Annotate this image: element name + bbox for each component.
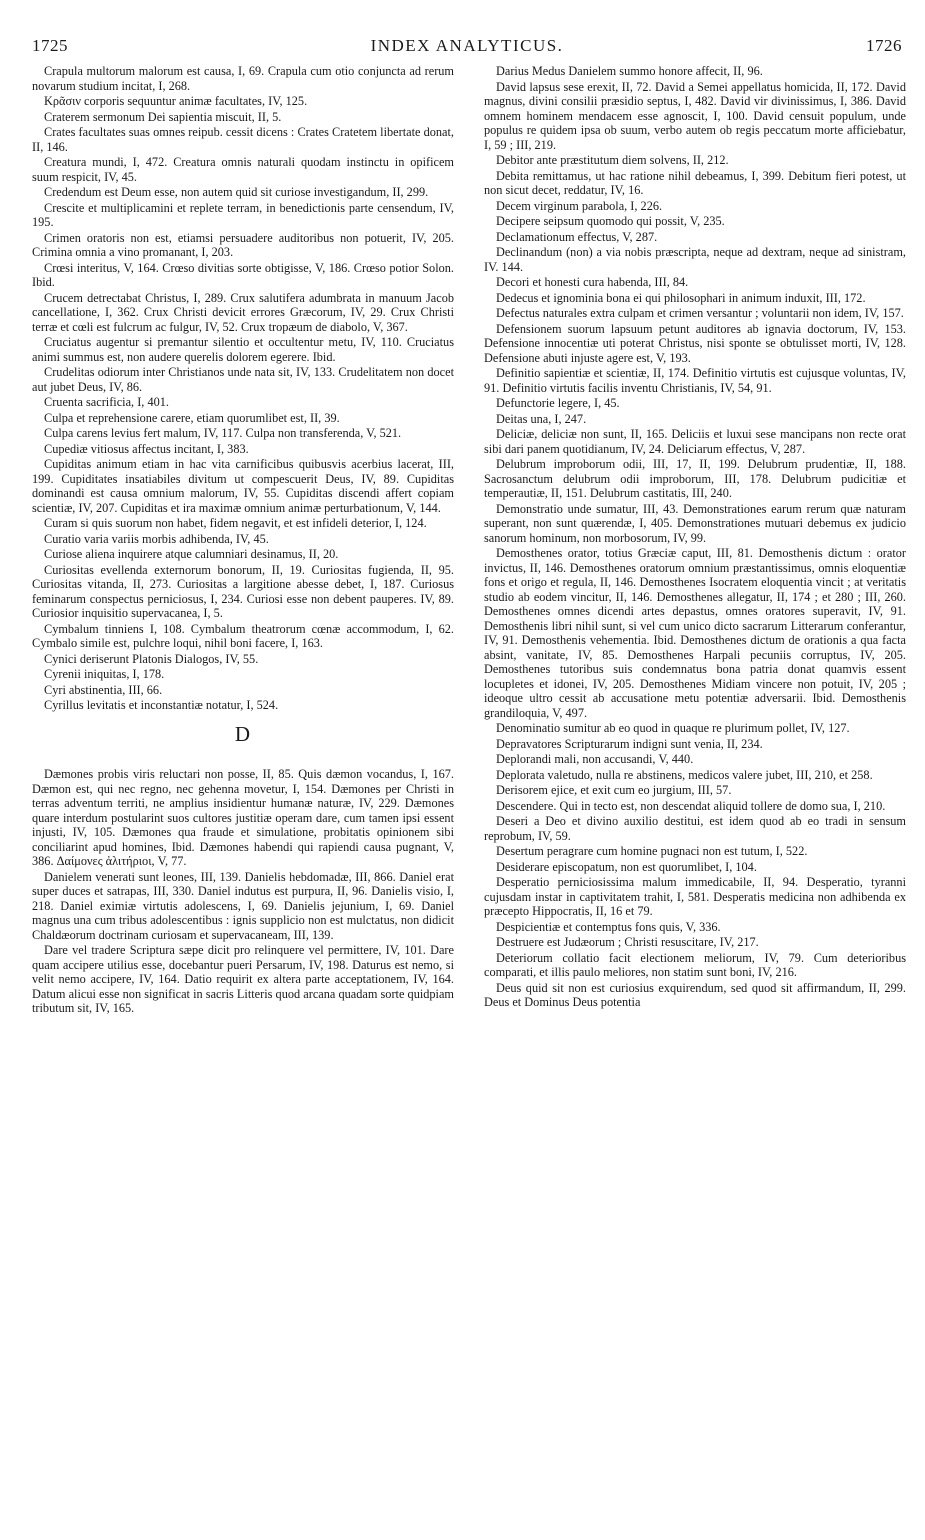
index-entry: Definitio sapientiæ et scientiæ, II, 174. Definitio virtutis est cujusque voluntas, IV, 91. Definitio virtutis facilis inventu Christianis, IV, 54, 91. — [484, 366, 906, 395]
index-entry: Despicientiæ et contemptus fons quis, V, 336. — [496, 919, 721, 934]
index-entry: Decori et honesti cura habenda, III, 84. — [496, 275, 689, 289]
index-entry: Culpa carens levius fert malum, IV, 117. Culpa non transferenda, V, 521. — [44, 426, 402, 440]
index-entry: Demosthenes orator, totius Græciæ caput, III, 81. Demosthenis dictum : orator invictus, II, 146. Demosthenes oratorum omnium præstantissimus, omnis eloquentiæ fons et origo et regula, II, 146. Demosthenes Isocratem eloquentia vincit ; at veritatis studio ab eodem vincitur, II, 146. Demosthenes allegatur, II, 174 ; et 280 ; III, 260. Demosthenes omnes dicendi artes depastus, omnes oratores superavit, IV, 91. Demosthenis libri nihil sunt, si vel cum unico dicto sacrarum Litterarum conferantur, IV, 91. Demosthenis vehementia. Ibid. Demosthenes dictum de orationis a qua facta absint, vanitate, IV, 85. Demosthenes Harpali pecuniis corruptus, IV, 205. Demosthenes tutoribus suis condemnatus bona patria donat quamvis essent locupletes et idonei, IV, 205. Demosthenes Midiam vincere non potuit, IV, 205 ; ideoque ultro cessit ab accusatione metu potentiæ adversarii. Ibid. Demosthenis grandiloquia, V, 497. — [484, 546, 906, 720]
index-entry: Dæmones probis viris reluctari non posse, II, 85. Quis dæmon vocandus, I, 167. Dæmon est, qui nec regno, nec gehenna movetur, I, 154. Dæmones per Christi in terras adventum territi, ne amplius insidientur humanæ naturæ, IV, 229. Dæmones quare interdum postularint suos cultores justitiæ operam dare, cum tamen ipsi essent injusti, IV, 105. Dæmones qua fraude et simulatione, probitatis opinionem sibi conciliarint apud homines, Ibid. Dæmones habendi qui rapiendi causa pugnant, V, 386. Δαίμονες ἀλιτήριοι, V, 77. — [32, 767, 454, 868]
index-entry: Defunctorie legere, I, 45. — [496, 396, 620, 410]
index-entry: Depravatores Scripturarum indigni sunt venia, II, 234. — [496, 736, 763, 751]
index-entry: Defectus naturales extra culpam et crimen versantur ; voluntarii non idem, IV, 157. — [496, 306, 904, 320]
index-entry: Curam si quis suorum non habet, fidem negavit, et est infideli deterior, I, 124. — [44, 516, 427, 530]
index-entry: Danielem venerati sunt leones, III, 139. Danielis hebdomadæ, III, 866. Daniel erat super duces et satrapas, III, 330. Daniel indutus est purpura, II, 96. Danielis visio, I, 218. Daniel eximiæ virtutis adolescens, I, 69. Danielis jejunium, I, 69. Daniel magnus una cum tribus adolescentibus : ignis supplicio non est mulctatus, non didicit Chaldæorum doctrinam curiosam et supervacaneam, III, 139. — [32, 869, 454, 942]
index-entry: Cynici deriserunt Platonis Dialogos, IV, 55. — [44, 651, 259, 666]
index-entry: Crœsi interitus, V, 164. Crœso divitias sorte obtigisse, V, 186. Crœso potior Solon. Ibid. — [32, 260, 454, 289]
index-entry: Debita remittamus, ut hac ratione nihil debeamus, I, 399. Debitum fieri potest, ut non sicut decet, reddatur, IV, 16. — [484, 168, 906, 197]
index-entry: Deliciæ, deliciæ non sunt, II, 165. Deliciis et luxui sese mancipans non recte orat sibi dari panem quotidianum, IV, 24. Deliciarum effectus, V, 287. — [484, 427, 906, 456]
index-entry: Credendum est Deum esse, non autem quid sit curiose investigandum, II, 299. — [44, 185, 429, 199]
page-number-right: 1726 — [866, 36, 902, 55]
index-entry: Desiderare episcopatum, non est quorumlibet, I, 104. — [496, 859, 757, 874]
index-entry: Declinandum (non) a via nobis præscripta, neque ad dextram, neque ad sinistram, IV. 144. — [484, 245, 906, 274]
index-entry: Deus quid sit non est curiosius exquirendum, sed quod sit affirmandum, II, 299. Deus et Dominus Deus potentia — [484, 980, 906, 1009]
page-number-left: 1725 — [32, 36, 68, 55]
index-entry: Deplorata valetudo, nulla re abstinens, medicos valere jubet, III, 210, et 258. — [496, 767, 873, 782]
index-entry: Descendere. Qui in tecto est, non descendat aliquid tollere de domo sua, I, 210. — [496, 798, 886, 813]
index-entry: Deseri a Deo et divino auxilio destitui, est idem quod ab eo tradi in sensum reprobum, IV, 59. — [484, 814, 906, 843]
index-entry: Destruere est Judæorum ; Christi resuscitare, IV, 217. — [496, 935, 759, 949]
index-entry: Creatura mundi, I, 472. Creatura omnis naturali quodam instinctu in opificem suum respicit, IV, 45. — [32, 155, 454, 184]
index-entry: Cymbalum tinniens I, 108. Cymbalum theatrorum cœnæ accommodum, I, 62. Cymbalo simile est, pulchre loqui, nihil boni facere, I, 163. — [32, 621, 454, 650]
index-entry: Craterem sermonum Dei sapientia miscuit, II, 5. — [44, 109, 282, 124]
index-entry: Crapula multorum malorum est causa, I, 69. Crapula cum otio conjuncta ad rerum novarum studium incitat, I, 268. — [32, 64, 454, 93]
right-column — [484, 64, 906, 1011]
index-entry: Deteriorum collatio facit electionem meliorum, IV, 79. Cum deterioribus comparati, et illis paulo meliores, non statim sunt boni, IV, 216. — [484, 950, 906, 979]
index-entry: Dare vel tradere Scriptura sæpe dicit pro relinquere vel permittere, IV, 101. Dare quam accipere utilius esse, docebantur pueri Persarum, IV, 198. Daturus est nemo, si velit nemo accipere, IV, 164. Datio requirit ex altera parte acceptationem, IV, 164. Datum alicui esse non significat in sacris Litteris quod arcana quadam sorte quidpiam tributum sit, IV, 165. — [32, 943, 454, 1015]
page-header — [32, 36, 902, 60]
index-entry: Crimen oratoris non est, etiamsi persuadere auditoribus non potuerit, IV, 205. Crimina omnia a vino promanant, I, 203. — [32, 230, 454, 259]
index-entry: Crucem detrectabat Christus, I, 289. Crux salutifera adumbrata in manuum Jacob cancellatione, I, 362. Crux Christi devicit errores Græcorum, IV, 29. Crux Christi terræ et cœli est fulcrum ac fulgur, IV, 52. Crux tropæum de diabolo, V, 367. — [32, 290, 454, 334]
index-entry: Decem virginum parabola, I, 226. — [496, 198, 663, 213]
index-entry: Desperatio perniciosissima malum immedicabile, II, 94. Desperatio, tyranni cujusdam instar in captivitatem trahit, I, 581. Desperatis medicina non adhibenda ex præcepto Hippocratis, II, 16 et 79. — [484, 875, 906, 918]
index-entry: Deitas una, I, 247. — [496, 411, 587, 426]
section-letter: D — [234, 721, 252, 746]
index-entry: Denominatio sumitur ab eo quod in quaque re plurimum pollet, IV, 127. — [496, 721, 850, 735]
index-entry: Defensionem suorum lapsuum petunt auditores ab ignavia doctorum, IV, 153. Defensione innocentiæ uti poterat Christus, nisi sponte se obtulisset morti, IV, 128. Defensione abuti injuste agere est, V, 193. — [484, 321, 906, 365]
index-entry: Curiositas evellenda externorum bonorum, II, 19. Curiositas fugienda, II, 95. Curiositas vitanda, II, 273. Curiositas a largitione abesse debet, I, 187. Curiosus feminarum conspectus perniciosus, I, 234. Curiosi esse non debent pauperes. IV, 89. Curiosior inquisitio supervacanea, I, 5. — [32, 562, 454, 620]
index-entry: Κρᾶσιν corporis sequuntur animæ facultates, IV, 125. — [44, 94, 308, 108]
index-entry: Delubrum improborum odii, III, 17, II, 199. Delubrum prudentiæ, II, 188. Sacrosanctum delubrum odii improborum, III, 178. Delubrum pudicitiæ et temperautiæ, II, 151. Delubrum castitatis, III, 240. — [484, 457, 906, 500]
index-entry: Cyrenii iniquitas, I, 178. — [44, 667, 165, 681]
running-title: INDEX ANALYTICUS. — [370, 36, 564, 55]
index-entry: Curiose aliena inquirere atque calumniari desinamus, II, 20. — [44, 547, 339, 561]
index-entry: Derisorem ejice, et exit cum eo jurgium, III, 57. — [496, 783, 732, 797]
index-entry: Crescite et multiplicamini et replete terram, in benedictionis parte censendum, IV, 195. — [32, 200, 454, 229]
index-entry: Curatio varia variis morbis adhibenda, IV, 45. — [44, 531, 269, 546]
index-entry: Cruciatus augentur si premantur silentio et occultentur metu, IV, 110. Cruciatus animi summus est, non audere querelis dolorem egerere. Ibid. — [32, 335, 454, 364]
index-entry: David lapsus sese erexit, II, 72. David a Semei appellatus homicida, II, 172. David magnus, divini consilii præsidio septus, I, 482. David vir divinissimus, I, 386. David omnem hominem mendacem esse agnoscit, I, 100. David censuit populum, unde populus re quidem ipsa ob suum, verbo autem ob regis peccatum morte afficiebatur, I, 59 ; III, 219. — [484, 79, 906, 152]
index-entry: Dedecus et ignominia bona ei qui philosophari in animum induxit, III, 172. — [496, 290, 866, 305]
index-entry: Desertum peragrare cum homine pugnaci non est tutum, I, 522. — [496, 844, 808, 858]
index-entry: Culpa et reprehensione carere, etiam quorumlibet est, II, 39. — [44, 410, 340, 425]
index-entry: Crudelitas odiorum inter Christianos unde nata sit, IV, 133. Crudelitatem non docet aut jubet Deus, IV, 86. — [32, 365, 454, 394]
index-entry: Cyrillus levitatis et inconstantiæ notatur, I, 524. — [44, 698, 279, 712]
index-entry: Deplorandi mali, non accusandi, V, 440. — [496, 752, 694, 766]
index-entry: Declamationum effectus, V, 287. — [496, 229, 658, 244]
left-column — [32, 64, 454, 1017]
index-entry: Crates facultates suas omnes reipub. cessit dicens : Crates Cratetem libertate donat, II, 146. — [32, 125, 454, 154]
index-entry: Cupediæ vitiosus affectus incitant, I, 383. — [44, 441, 249, 456]
index-entry: Decipere seipsum quomodo qui possit, V, 235. — [496, 214, 725, 228]
index-entry: Cyri abstinentia, III, 66. — [44, 682, 163, 697]
index-entry: Darius Medus Danielem summo honore affecit, II, 96. — [496, 64, 763, 78]
index-entry: Cupiditas animum etiam in hac vita carnificibus quibusvis acerbius lacerat, III, 199. Cupiditates insatiabiles divitum ut compescuerit Deus, IV, 89. Cupiditas dominandi est causa omnium malorum, IV, 55. Cupiditas discendi affert copiam scientiæ, IV, 207. Cupiditas et ira maximæ omnium animæ perturbationum, V, 144. — [32, 457, 454, 515]
index-entry: Cruenta sacrificia, I, 401. — [44, 395, 169, 409]
index-entry: Demonstratio unde sumatur, III, 43. Demonstrationes earum rerum quæ naturam superant, non sunt quærendæ, I, 405. Demonstrationes mutuari debemus ex judicio sanorum hominum, non morbosorum, IV, 99. — [484, 501, 906, 545]
index-entry: Debitor ante præstitutum diem solvens, II, 212. — [496, 153, 729, 167]
